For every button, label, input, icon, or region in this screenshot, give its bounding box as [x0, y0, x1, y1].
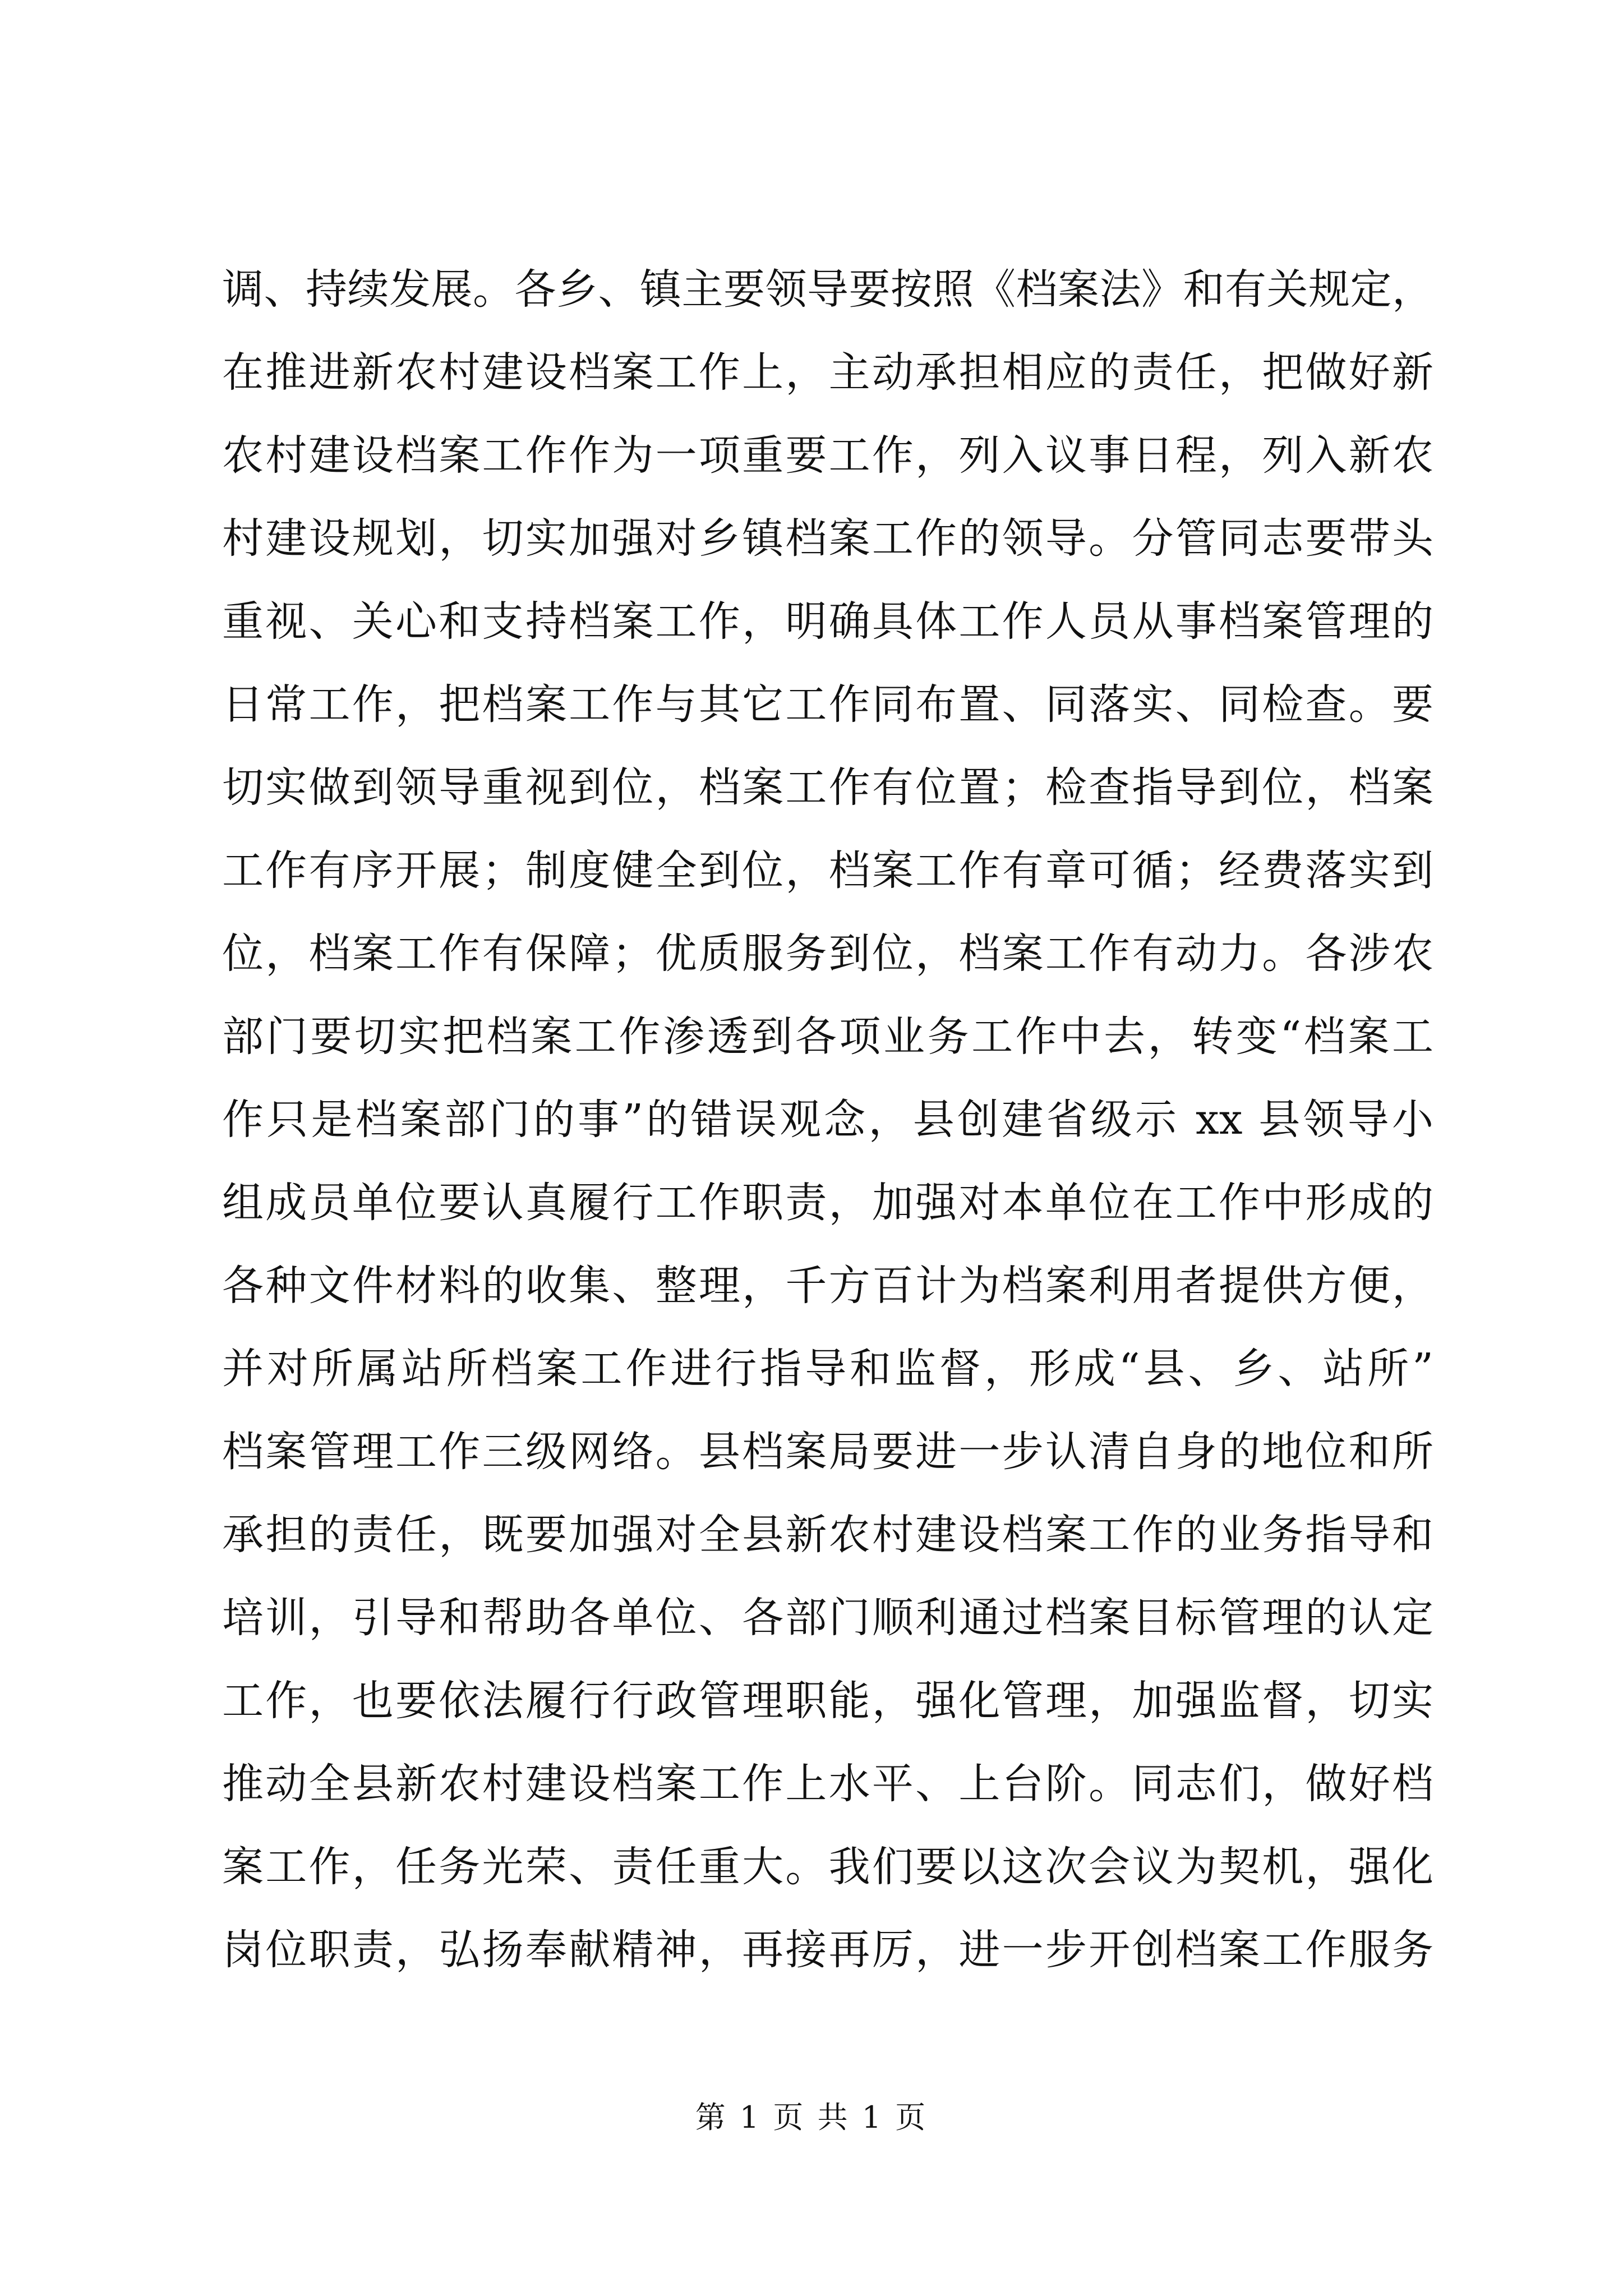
- text-line: 村建设规划，切实加强对乡镇档案工作的领导。分管同志要带头: [222, 514, 1433, 563]
- text-line: 重视、关心和支持档案工作，明确具体工作人员从事档案管理的: [222, 597, 1433, 646]
- text-line: 案工作，任务光荣、责任重大。我们要以这次会议为契机，强化: [222, 1843, 1433, 1891]
- text-line: 在推进新农村建设档案工作上，主动承担相应的责任，把做好新: [222, 348, 1433, 397]
- text-line: 并对所属站所档案工作进行指导和监督，形成“县、乡、站所”: [222, 1345, 1433, 1393]
- text-line: 工作，也要依法履行行政管理职能，强化管理，加强监督，切实: [222, 1677, 1433, 1725]
- text-line: 档案管理工作三级网络。县档案局要进一步认清自身的地位和所: [222, 1428, 1433, 1476]
- page-number-footer: 第 1 页 共 1 页: [695, 2100, 928, 2135]
- text-line: 作只是档案部门的事”的错误观念，县创建省级示 xx 县领导小: [222, 1096, 1433, 1144]
- text-line: 培训，引导和帮助各单位、各部门顺利通过档案目标管理的认定: [222, 1594, 1433, 1642]
- text-line: 位，档案工作有保障；优质服务到位，档案工作有动力。各涉农: [222, 930, 1433, 978]
- text-line: 推动全县新农村建设档案工作上水平、上台阶。同志们，做好档: [222, 1760, 1433, 1808]
- body-text: [222, 248, 1433, 1991]
- text-line: 工作有序开展；制度健全到位，档案工作有章可循；经费落实到: [222, 846, 1433, 895]
- text-line: 承担的责任，既要加强对全县新农村建设档案工作的业务指导和: [222, 1511, 1433, 1559]
- text-line: 各种文件材料的收集、整理，千方百计为档案利用者提供方便，: [222, 1262, 1433, 1310]
- text-line: 切实做到领导重视到位，档案工作有位置；检查指导到位，档案: [222, 763, 1433, 812]
- text-line: 农村建设档案工作作为一项重要工作，列入议事日程，列入新农: [222, 431, 1433, 480]
- text-line: 调、持续发展。各乡、镇主要领导要按照《档案法》和有关规定，: [222, 265, 1433, 314]
- text-line: 组成员单位要认真履行工作职责，加强对本单位在工作中形成的: [222, 1179, 1433, 1227]
- text-line: 部门要切实把档案工作渗透到各项业务工作中去，转变“档案工: [222, 1013, 1433, 1061]
- text-line: 岗位职责，弘扬奉献精神，再接再厉，进一步开创档案工作服务: [222, 1926, 1433, 1974]
- text-line: 日常工作，把档案工作与其它工作同布置、同落实、同检查。要: [222, 680, 1433, 729]
